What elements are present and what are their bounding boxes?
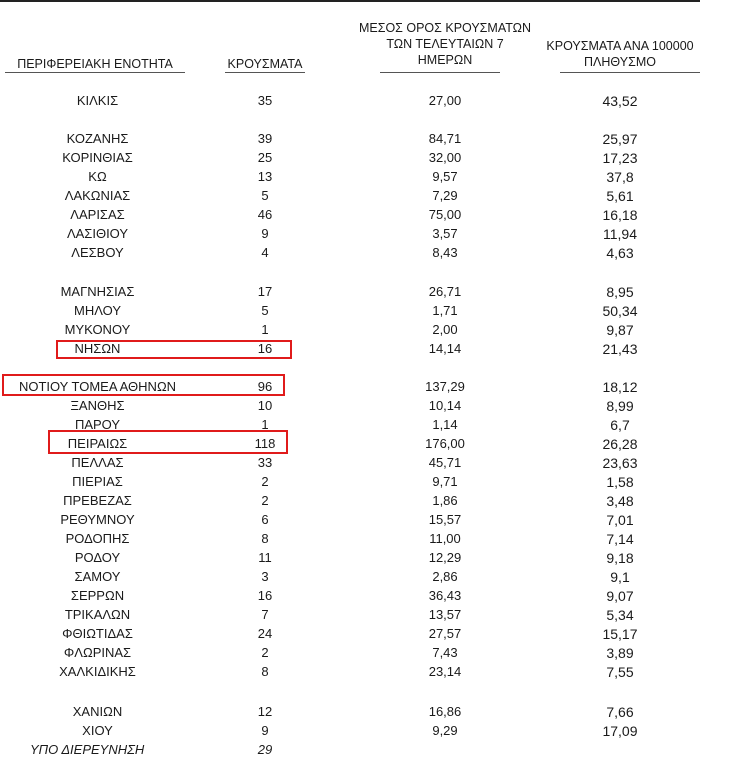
- region-cell: ΠΕΛΛΑΣ: [71, 455, 124, 470]
- avg-cell: 23,14: [428, 664, 462, 679]
- avg-cell: 16,86: [428, 704, 462, 719]
- avg-cell: 12,29: [428, 550, 462, 565]
- per100k-cell: 3,48: [606, 493, 634, 509]
- avg-cell: 137,29: [425, 379, 465, 394]
- table-row: [0, 473, 734, 491]
- table-row: [0, 568, 734, 586]
- per100k-cell: 17,09: [602, 723, 638, 739]
- region-cell: ΝΗΣΩΝ: [74, 341, 121, 356]
- per100k-cell: 4,63: [606, 245, 634, 261]
- header-avg-line-2: ΤΩΝ ΤΕΛΕΥΤΑΙΩΝ 7: [386, 37, 504, 51]
- avg-cell: 7,29: [432, 188, 458, 203]
- cases-cell: 2: [261, 493, 269, 508]
- avg-cell: 75,00: [428, 207, 462, 222]
- header-avg-line-1: ΜΕΣΟΣ ΟΡΟΣ ΚΡΟΥΣΜΑΤΩΝ: [358, 21, 532, 35]
- table-row: [0, 168, 734, 186]
- avg-cell: 2,86: [432, 569, 458, 584]
- cases-cell: 12: [257, 704, 273, 719]
- cases-cell: 5: [261, 188, 269, 203]
- per100k-cell: 6,7: [610, 417, 630, 433]
- cases-cell: 2: [261, 645, 269, 660]
- per100k-cell: 9,87: [606, 322, 634, 338]
- region-cell: ΛΕΣΒΟΥ: [71, 245, 124, 260]
- per100k-cell: 9,07: [606, 588, 634, 604]
- header-underline-avg: [380, 72, 500, 73]
- cases-cell: 8: [261, 664, 269, 679]
- avg-cell: 3,57: [432, 226, 458, 241]
- cases-cell: 7: [261, 607, 269, 622]
- header-per-100k: [520, 38, 720, 70]
- region-cell: ΠΡΕΒΕΖΑΣ: [63, 493, 132, 508]
- per100k-cell: 5,34: [606, 607, 634, 623]
- avg-cell: 14,14: [428, 341, 462, 356]
- header-underline-cases: [225, 72, 305, 73]
- avg-cell: 32,00: [428, 150, 462, 165]
- highlight-box: [2, 374, 285, 396]
- cases-cell: 9: [261, 226, 269, 241]
- avg-cell: 9,71: [432, 474, 458, 489]
- region-cell: ΚΟΖΑΝΗΣ: [66, 131, 129, 146]
- region-cell: ΚΩ: [88, 169, 107, 184]
- table-row: [0, 549, 734, 567]
- per100k-cell: 7,01: [606, 512, 634, 528]
- avg-cell: 10,14: [428, 398, 462, 413]
- region-cell: ΜΥΚΟΝΟΥ: [64, 322, 131, 337]
- cases-cell: 4: [261, 245, 269, 260]
- avg-cell: 27,00: [428, 93, 462, 108]
- cases-cell: 46: [257, 207, 273, 222]
- cases-cell: 17: [257, 284, 273, 299]
- header-region: ΠΕΡΙΦΕΡΕΙΑΚΗ ΕΝΟΤΗΤΑ: [17, 57, 173, 71]
- per100k-cell: 1,58: [606, 474, 634, 490]
- cases-cell: 9: [261, 723, 269, 738]
- table-row: [0, 206, 734, 224]
- per100k-cell: 11,94: [603, 226, 637, 242]
- avg-cell: 8,43: [432, 245, 458, 260]
- cases-cell: 39: [257, 131, 273, 146]
- region-cell: ΝΟΤΙΟΥ ΤΟΜΕΑ ΑΘΗΝΩΝ: [18, 379, 177, 394]
- cases-cell: 118: [254, 436, 276, 451]
- avg-cell: 176,00: [425, 436, 465, 451]
- per100k-cell: 43,52: [602, 93, 638, 109]
- avg-cell: 15,57: [428, 512, 462, 527]
- region-cell: ΜΗΛΟΥ: [74, 303, 121, 318]
- top-rule: [0, 0, 700, 2]
- avg-cell: 84,71: [428, 131, 462, 146]
- avg-cell: 27,57: [428, 626, 462, 641]
- header-per100k-line-2: ΠΛΗΘΥΣΜΟ: [584, 55, 656, 69]
- region-cell: ΤΡΙΚΑΛΩΝ: [64, 607, 131, 622]
- cases-cell: 1: [261, 322, 269, 337]
- table-row: [0, 130, 734, 148]
- highlight-box: [48, 430, 288, 454]
- table-row: [0, 492, 734, 510]
- header-cases: ΚΡΟΥΣΜΑΤΑ: [227, 57, 303, 71]
- table-row: [0, 225, 734, 243]
- per100k-cell: 17,23: [602, 150, 638, 166]
- avg-cell: 26,71: [428, 284, 462, 299]
- region-cell: ΧΑΛΚΙΔΙΚΗΣ: [59, 664, 136, 679]
- header-underline-region: [5, 72, 185, 73]
- cases-cell: 6: [261, 512, 269, 527]
- header-per100k-line-1: ΚΡΟΥΣΜΑΤΑ ΑΝΑ 100000: [546, 39, 694, 53]
- per100k-cell: 5,61: [606, 188, 634, 204]
- header-avg-line-3: ΗΜΕΡΩΝ: [417, 53, 473, 67]
- avg-cell: 11,00: [429, 531, 461, 546]
- cases-cell: 13: [257, 169, 273, 184]
- cases-cell: 10: [257, 398, 273, 413]
- region-cell: ΛΑΣΙΘΙΟΥ: [66, 226, 129, 241]
- per100k-cell: 8,99: [606, 398, 634, 414]
- table-row: [0, 722, 734, 740]
- table-row: [0, 321, 734, 339]
- avg-cell: 36,43: [428, 588, 462, 603]
- region-cell: ΠΕΙΡΑΙΩΣ: [67, 436, 128, 451]
- region-cell: ΡΕΘΥΜΝΟΥ: [60, 512, 135, 527]
- per100k-cell: 26,28: [602, 436, 638, 452]
- cases-cell: 16: [257, 588, 273, 603]
- region-cell: ΣΕΡΡΩΝ: [70, 588, 125, 603]
- cases-cell: 3: [261, 569, 269, 584]
- table-row: [0, 625, 734, 643]
- region-cell: ΚΟΡΙΝΘΙΑΣ: [62, 150, 133, 165]
- per100k-cell: 16,18: [602, 207, 638, 223]
- table-row: [0, 244, 734, 262]
- cases-cell: 5: [261, 303, 269, 318]
- per100k-cell: 7,14: [606, 531, 634, 547]
- avg-cell: 1,86: [432, 493, 458, 508]
- cases-cell: 25: [257, 150, 273, 165]
- cases-cell: 96: [257, 379, 273, 394]
- cases-cell: 1: [261, 417, 269, 432]
- table-row: [0, 454, 734, 472]
- region-cell: ΞΑΝΘΗΣ: [70, 398, 125, 413]
- region-cell: ΚΙΛΚΙΣ: [76, 93, 119, 108]
- table-row: [0, 187, 734, 205]
- region-cell: ΡΟΔΟΠΗΣ: [65, 531, 130, 546]
- cases-cell: 11: [258, 550, 272, 565]
- cases-cell: 2: [261, 474, 269, 489]
- header-underline-per100k: [560, 72, 700, 73]
- avg-cell: 7,43: [432, 645, 458, 660]
- region-cell: ΥΠΟ ΔΙΕΡΕΥΝΗΣΗ: [30, 742, 145, 757]
- avg-cell: 9,29: [432, 723, 458, 738]
- table-row: [0, 149, 734, 167]
- region-cell: ΧΑΝΙΩΝ: [72, 704, 123, 719]
- region-cell: ΦΘΙΩΤΙΔΑΣ: [62, 626, 133, 641]
- highlight-box: [56, 340, 292, 359]
- table-row: [0, 530, 734, 548]
- region-cell: ΣΑΜΟΥ: [74, 569, 121, 584]
- region-cell: ΠΑΡΟΥ: [74, 417, 121, 432]
- avg-cell: 13,57: [428, 607, 462, 622]
- cases-cell: 16: [257, 341, 273, 356]
- per100k-cell: 18,12: [602, 379, 638, 395]
- table-row: [0, 663, 734, 681]
- per100k-cell: 9,1: [610, 569, 630, 585]
- cases-cell: 29: [257, 742, 273, 757]
- table-row: [0, 397, 734, 415]
- avg-cell: 45,71: [428, 455, 462, 470]
- region-cell: ΛΑΚΩΝΙΑΣ: [64, 188, 131, 203]
- avg-cell: 1,14: [432, 417, 458, 432]
- region-cell: ΧΙΟΥ: [82, 723, 113, 738]
- per100k-cell: 37,8: [606, 169, 634, 185]
- cases-cell: 35: [257, 93, 273, 108]
- cases-cell: 8: [261, 531, 269, 546]
- per100k-cell: 23,63: [602, 455, 638, 471]
- table-row: [0, 741, 734, 759]
- region-cell: ΠΙΕΡΙΑΣ: [72, 474, 123, 489]
- region-cell: ΛΑΡΙΣΑΣ: [70, 207, 125, 222]
- avg-cell: 9,57: [432, 169, 458, 184]
- table-row: [0, 283, 734, 301]
- region-cell: ΡΟΔΟΥ: [74, 550, 121, 565]
- avg-cell: 2,00: [432, 322, 458, 337]
- per100k-cell: 3,89: [606, 645, 634, 661]
- per100k-cell: 8,95: [606, 284, 634, 300]
- table-row: [0, 587, 734, 605]
- region-cell: ΦΛΩΡΙΝΑΣ: [63, 645, 132, 660]
- region-cell: ΜΑΓΝΗΣΙΑΣ: [60, 284, 135, 299]
- per100k-cell: 15,17: [602, 626, 638, 642]
- per100k-cell: 21,43: [602, 341, 638, 357]
- cases-cell: 33: [257, 455, 273, 470]
- avg-cell: 1,71: [432, 303, 458, 318]
- per100k-cell: 25,97: [602, 131, 638, 147]
- table-row: [0, 511, 734, 529]
- table-row: [0, 302, 734, 320]
- table-row: [0, 92, 734, 110]
- per100k-cell: 50,34: [602, 303, 638, 319]
- table-row: [0, 703, 734, 721]
- per100k-cell: 9,18: [606, 550, 634, 566]
- per100k-cell: 7,55: [606, 664, 634, 680]
- table-row: [0, 644, 734, 662]
- per100k-cell: 7,66: [606, 704, 634, 720]
- cases-cell: 24: [257, 626, 273, 641]
- table-row: [0, 606, 734, 624]
